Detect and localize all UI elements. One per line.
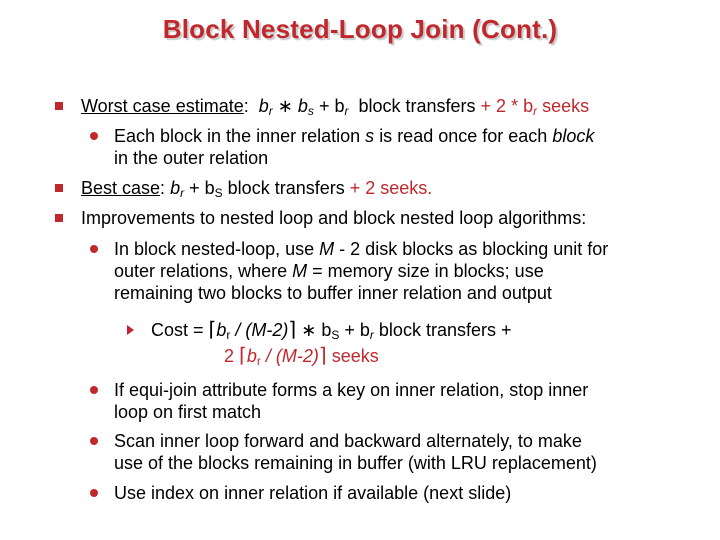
var-m: M — [292, 261, 308, 281]
plus-b: + b — [344, 320, 370, 340]
left-ceiling: ⌈ — [239, 345, 247, 367]
seeks-text: seeks — [331, 346, 379, 366]
arrow-bullet-icon — [127, 325, 134, 335]
block-transfers-text: block transfers + — [378, 320, 512, 340]
div-m-2: / (M-2) — [235, 320, 289, 340]
round-bullet-icon — [90, 386, 98, 394]
text: = memory size in blocks; use — [312, 261, 544, 281]
cost-line-2 — [224, 345, 379, 367]
text: is read once for each — [379, 126, 548, 146]
round-bullet-icon — [90, 245, 98, 253]
equi-line-2: loop on first match — [114, 402, 262, 422]
slide-title: Block Nested-Loop Join (Cont.) — [162, 14, 558, 44]
text: - 2 disk blocks as blocking unit for — [339, 239, 609, 259]
square-bullet-icon — [55, 214, 63, 222]
right-ceiling: ⌉ — [318, 345, 327, 367]
text: Each block in the inner relation — [114, 126, 361, 146]
text: outer relations, where — [114, 261, 288, 281]
sub-r: r — [180, 186, 185, 200]
times-symbol: ∗ — [277, 96, 293, 116]
cost-line-1 — [151, 319, 511, 341]
seeks-prefix: + 2 * b — [480, 96, 534, 116]
block-transfers-text: block transfers — [227, 178, 345, 198]
equi-line-1: If equi-join attribute forms a key on inner relation, stop inner — [114, 380, 589, 400]
right-ceiling: ⌉ — [288, 319, 297, 341]
left-ceiling: ⌈ — [208, 319, 217, 341]
colon: : — [243, 96, 249, 116]
index-line: Use index on inner relation if available (next slide) — [114, 483, 512, 503]
times-symbol: ∗ — [301, 320, 317, 340]
sub-r: r — [268, 104, 273, 118]
each-block-line-2: in the outer relation — [114, 148, 269, 168]
seeks-text: + 2 seeks. — [349, 178, 433, 198]
var-b: b — [216, 320, 227, 340]
worst-case-line — [81, 95, 589, 117]
round-bullet-icon — [90, 132, 98, 140]
square-bullet-icon — [55, 184, 63, 192]
round-bullet-icon — [90, 437, 98, 445]
text: In block nested-loop, use — [114, 239, 315, 259]
sub-s: S — [214, 186, 223, 200]
div-m-2: / (M-2) — [265, 346, 319, 366]
each-block-line-1 — [114, 125, 594, 147]
sub-s: s — [307, 104, 314, 118]
var-m: M — [319, 239, 335, 259]
var-b: b — [297, 96, 308, 116]
sub-s: S — [331, 328, 340, 342]
var-b: b — [246, 346, 257, 366]
sub-r: r — [533, 104, 538, 118]
seeks-text: seeks — [542, 96, 590, 116]
scan-line-1: Scan inner loop forward and backward alternately, to make — [114, 431, 582, 451]
sub-r: r — [256, 354, 261, 368]
scan-line-2: use of the blocks remaining in buffer (with LRU replacement) — [114, 453, 597, 473]
square-bullet-icon — [55, 102, 63, 110]
improvements-line: Improvements to nested loop and block nested loop algorithms: — [81, 208, 587, 228]
plus-b: + b — [318, 96, 345, 116]
var-s: s — [365, 126, 375, 146]
bnl-line-3: remaining two blocks to buffer inner relation and output — [114, 283, 552, 303]
block-italic: block — [552, 126, 595, 146]
var-b: b — [170, 178, 181, 198]
bnl-line-2 — [114, 260, 544, 282]
sub-r: r — [226, 328, 231, 342]
var-b: b — [321, 320, 332, 340]
best-case-label: Best case — [81, 178, 161, 198]
sub-r: r — [344, 104, 349, 118]
cost-label: Cost = — [151, 320, 204, 340]
best-case-line — [81, 177, 432, 199]
worst-case-label: Worst case estimate — [81, 96, 244, 116]
round-bullet-icon — [90, 489, 98, 497]
bnl-line-1 — [114, 238, 608, 260]
plus-b: + b — [189, 178, 215, 198]
sub-r: r — [369, 328, 374, 342]
var-b: b — [258, 96, 269, 116]
two: 2 — [224, 346, 235, 366]
block-transfers-text: block transfers — [358, 96, 476, 116]
colon: : — [160, 178, 166, 198]
